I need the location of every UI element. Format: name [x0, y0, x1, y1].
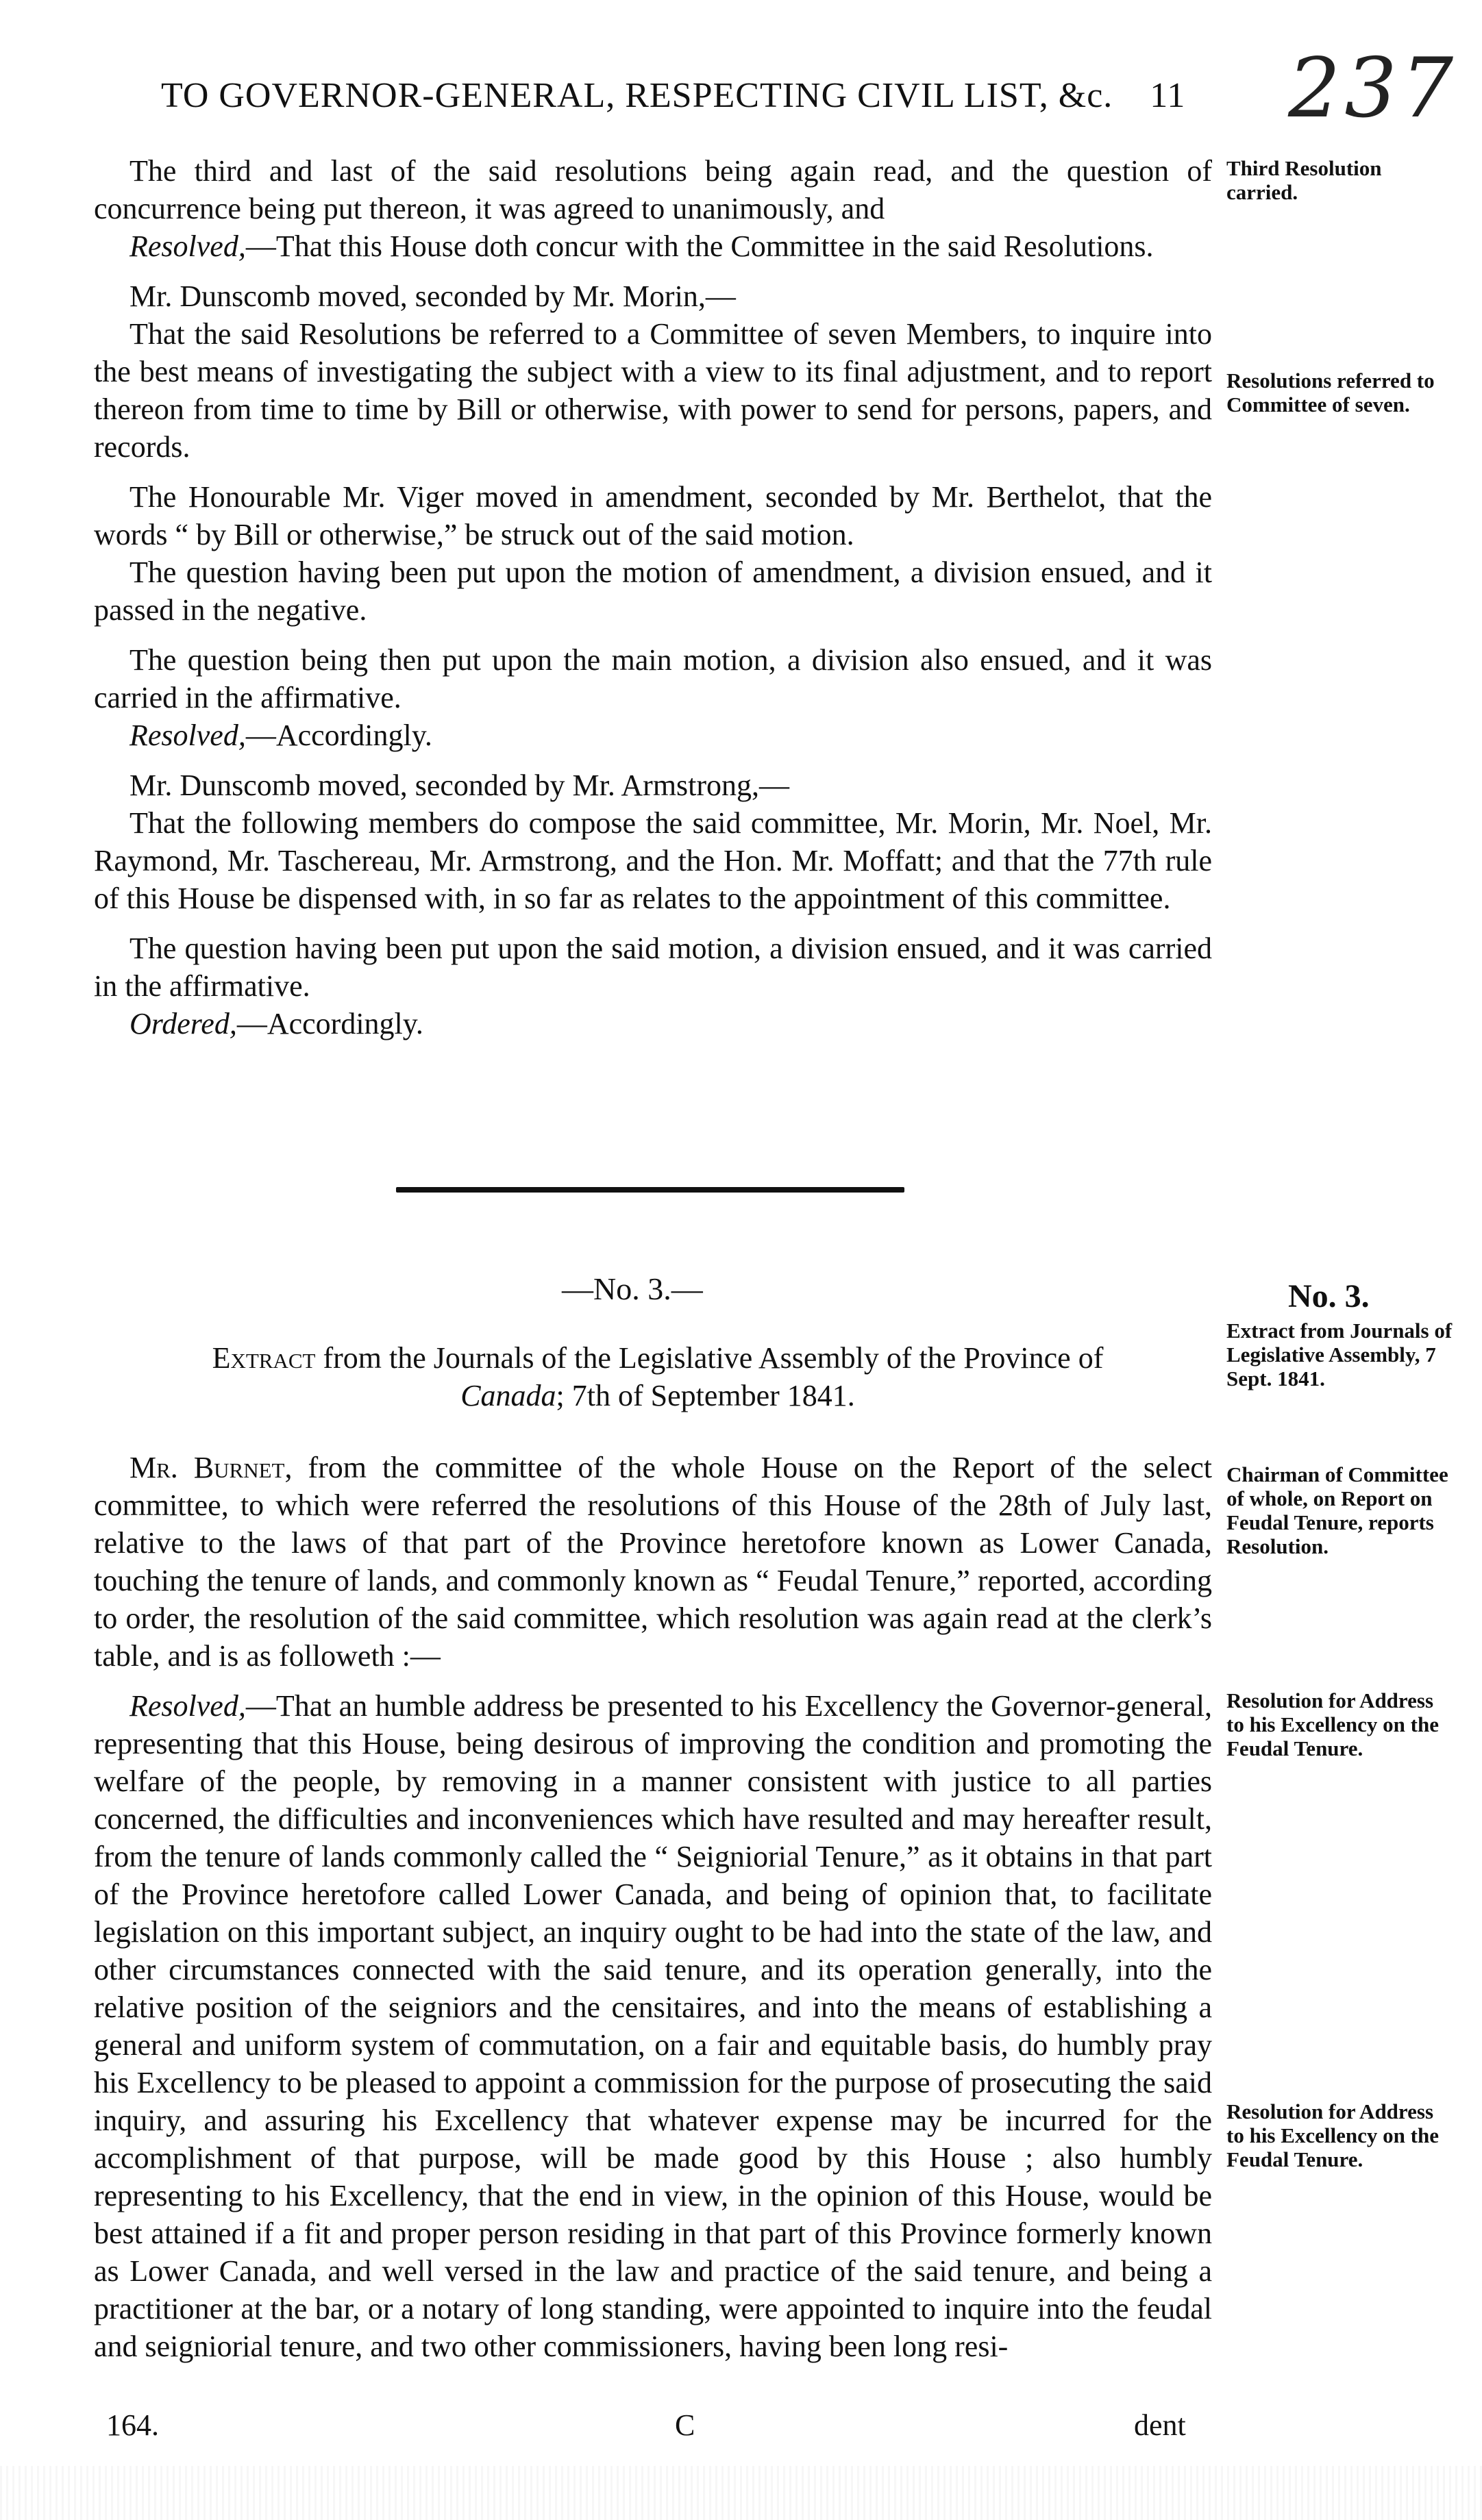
paragraph: The question having been put upon the said motion, a division ensued, and it was carried in the affirmative.: [94, 932, 1212, 1003]
paragraph: [94, 1687, 1212, 2365]
paragraph-text: —Accordingly.: [236, 1007, 423, 1040]
paragraph: The Honourable Mr. Viger moved in amendment, seconded by Mr. Berthelot, that the words “ by Bill or otherwise,” be struck out of the said motion.: [94, 480, 1212, 551]
paragraph: [94, 716, 1212, 754]
extract-date: ; 7th of September 1841.: [556, 1379, 855, 1412]
paragraph-text: —That an humble address be presented to his Excellency the Governor-general, representing that this House, being desirous of improving the condition and promoting the welfare of the people, by removing in a manner consistent with justice to all parties concerned, the difficulties and inconveniences which have resulted and may hereafter result, from the tenure of lands commonly called the “ Seigniorial Tenure,” as it obtains in that part of the Province heretofore called Lower Canada, and being of opinion that, to facilitate legislation on this important subject, an inquiry ought to be had into the state of the law, and other circumstances connected with the said tenure, and its operation generally, into the relative position of the seigniors and the censitaires, and into the means of establishing a general and uniform system of commutation, on a fair and equitable basis, do humbly pray his Excellency to be pleased to appoint a commission for the purpose of prosecuting the said inquiry, and assuring his Excellency that whatever expense may be incurred for the accomplishment of that purpose, will be made good by this House ; also humbly representing to his Excellency, that the end in view, in the opinion of this House, would be best attained if a fit and proper person residing in that part of this Province formerly known as Lower Canada, and well versed in the law and practice of the said tenure, and being a practitioner at the bar, or a notary of long standing, were appointed to inquire into the feudal and seigniorial tenure, and two other commissioners, having been long resi-: [94, 1689, 1212, 2363]
paragraph: Mr. Dunscomb moved, seconded by Mr. Morin,—: [129, 279, 736, 313]
paragraph-text: —That this House doth concur with the Committee in the said Resolutions.: [245, 229, 1154, 263]
running-header: [161, 75, 1230, 116]
sidenote-third-resolution: Third Resolution carried.: [1226, 156, 1382, 204]
extract-place: Canada: [460, 1379, 556, 1412]
sidenote-chairman: Chairman of Committee of whole, on Report on Feudal Tenure, reports Resolution.: [1226, 1462, 1448, 1558]
resolved-lead: Resolved,: [129, 719, 246, 752]
sidenote-number: No. 3.: [1288, 1278, 1370, 1314]
sidenote-referred: Resolutions referred to Committee of seven.: [1226, 369, 1435, 416]
extract-rest: from the Journals of the Legislative Assembly of the Province of: [323, 1341, 1104, 1375]
page-number: 11: [1150, 76, 1186, 115]
paragraph: [94, 1005, 1212, 1043]
signature-number: 164.: [106, 2408, 159, 2442]
paragraph: The question having been put upon the motion of amendment, a division ensued, and it passed in the negative.: [94, 556, 1212, 627]
paragraph: The question being then put upon the main motion, a division also ensued, and it was carried in the affirmative.: [94, 643, 1212, 714]
paragraph-text: from the committee of the whole House on the Report of the select committee, to which were referred the resolutions of this House of the 28th of July last, relative to the laws of that part of the Province heretofore known as Lower Canada, touching the tenure of lands, and commonly known as “ Feudal Tenure,” reported, according to order, the resolution of the said committee, which resolution was again read at the clerk’s table, and is as followeth :—: [94, 1451, 1212, 1673]
ordered-lead: Ordered,: [129, 1007, 237, 1040]
section1-body: [94, 152, 1212, 1043]
sidenote-extract: Extract from Journals of Legislative Assembly, 7 Sept. 1841.: [1226, 1319, 1453, 1390]
extract-title: [123, 1339, 1192, 1414]
document-number: —No. 3.—: [562, 1271, 703, 1306]
sidenote-resolution-address: Resolution for Address to his Excellency on the Feudal Tenure.: [1226, 2099, 1439, 2171]
paragraph: [94, 227, 1212, 265]
member-name: Mr. Burnet,: [129, 1451, 293, 1484]
sidenote-resolution-address: Resolution for Address to his Excellency on the Feudal Tenure.: [1226, 1688, 1439, 1760]
section-divider: [396, 1187, 904, 1193]
handwritten-folio: 237: [1288, 41, 1458, 136]
paragraph-text: —Accordingly.: [245, 719, 432, 752]
extract-word: Extract: [212, 1341, 316, 1375]
paragraph: That the said Resolutions be referred to a Committee of seven Members, to inquire into the best means of investigating the subject with a view to its final adjustment, and to report thereon from time to time by Bill or otherwise, with power to send for persons, papers, and records.: [94, 317, 1212, 464]
paragraph: [94, 1449, 1212, 1675]
resolved-lead: Resolved,: [129, 1689, 246, 1723]
signature-letter: C: [675, 2408, 695, 2442]
paragraph: The third and last of the said resolutions being again read, and the question of concurrence being put thereon, it was agreed to unanimously, and: [94, 154, 1212, 225]
catchword: dent: [1134, 2408, 1186, 2442]
section2-body: [94, 1449, 1212, 2365]
resolved-lead: Resolved,: [129, 229, 246, 263]
paragraph: That the following members do compose the said committee, Mr. Morin, Mr. Noel, Mr. Raymond, Mr. Taschereau, Mr. Armstrong, and the Hon. Mr. Moffatt; and that the 77th rule of this House be dispensed with, in so far as relates to the appointment of this committee.: [94, 806, 1212, 915]
paragraph: Mr. Dunscomb moved, seconded by Mr. Armstrong,—: [129, 769, 790, 802]
running-title: TO GOVERNOR-GENERAL, RESPECTING CIVIL LIST, &c.: [161, 76, 1113, 115]
paper-texture: [0, 2466, 1482, 2520]
